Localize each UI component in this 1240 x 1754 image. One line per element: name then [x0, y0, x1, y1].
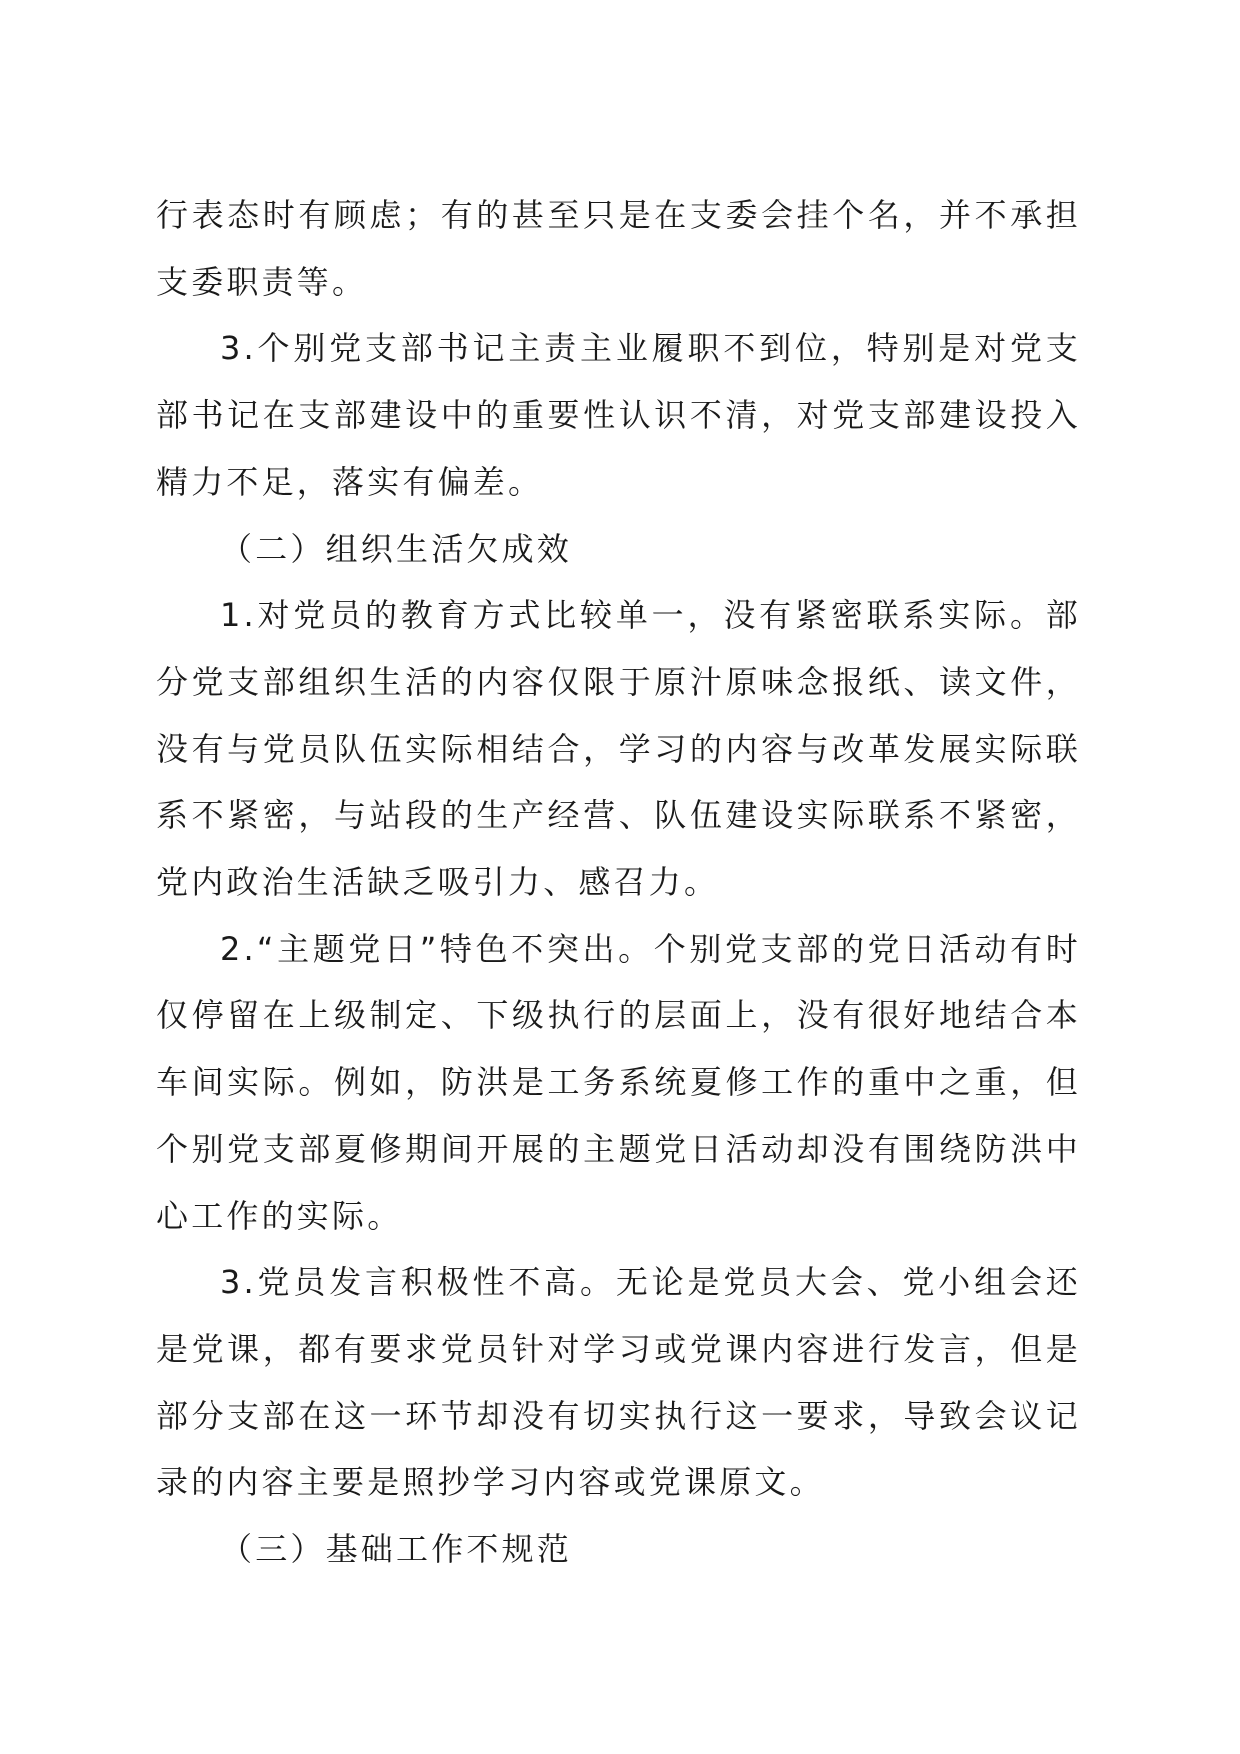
paragraph-2-theme-day: 2.“主题党日”特色不突出。个别党支部的党日活动有时仅停留在上级制定、下级执行的层面上，没有很好地结合本车间实际。例如，防洪是工务系统夏修工作的重中之重，但个别党支部夏修期间开展的主题党日活动却没有围绕防洪中心工作的实际。	[156, 929, 1081, 1235]
paragraph-3-branch-secretary: 3.个别党支部书记主责主业履职不到位，特别是对党支部书记在支部建设中的重要性认识不清，对党支部建设投入精力不足，落实有偏差。	[156, 329, 1081, 501]
paragraph-3-speaking: 3.党员发言积极性不高。无论是党员大会、党小组会还是党课，都有要求党员针对学习或党课内容进行发言，但是部分支部在这一环节却没有切实执行这一要求，导致会议记录的内容主要是照抄学习内容或党课原文。	[156, 1263, 1081, 1502]
paragraph-continued: 行表态时有顾虑；有的甚至只是在支委会挂个名，并不承担支委职责等。	[156, 196, 1081, 301]
section-heading-3: （三）基础工作不规范	[220, 1530, 573, 1569]
section-heading-2: （二）组织生活欠成效	[220, 529, 573, 568]
document-body	[156, 182, 1081, 1583]
paragraph-1-education: 1.对党员的教育方式比较单一，没有紧密联系实际。部分党支部组织生活的内容仅限于原汁原味念报纸、读文件，没有与党员队伍实际相结合，学习的内容与改革发展实际联系不紧密，与站段的生产经营、队伍建设实际联系不紧密，党内政治生活缺乏吸引力、感召力。	[156, 596, 1081, 902]
